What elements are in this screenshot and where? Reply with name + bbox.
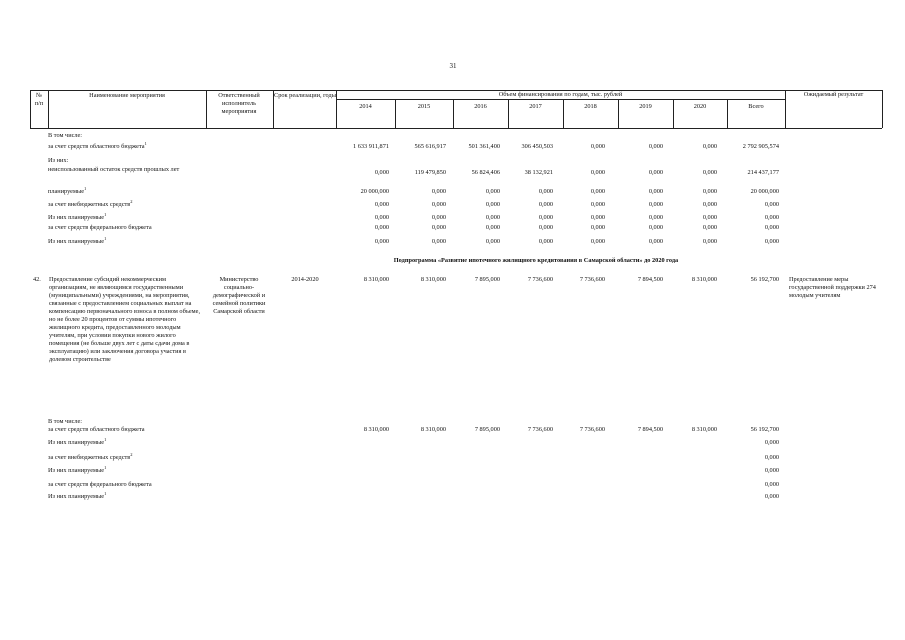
footnote-marker: 2	[130, 198, 133, 204]
funding-row-label: В том числе:	[48, 418, 83, 425]
funding-cell: 2 792 905,574	[742, 143, 779, 150]
funding-cell: 0,000	[702, 214, 717, 221]
page-number: 31	[449, 62, 457, 70]
item-funding-cell: 7 736,600	[579, 276, 605, 283]
funding-cell: 214 437,177	[747, 169, 779, 176]
funding-cell: 8 310,000	[420, 426, 446, 433]
funding-row-label: за счет внебюджетных средств$^2$	[48, 198, 133, 208]
footnote-marker: 1	[104, 211, 107, 217]
funding-cell: 0,000	[374, 169, 389, 176]
item-result: Предоставление меры государственной поддержки 274 молодым учителям	[789, 276, 876, 299]
funding-cell: 565 616,917	[414, 143, 446, 150]
funding-cell: 0,000	[374, 238, 389, 245]
item-funding-cell: 8 310,000	[420, 276, 446, 283]
funding-cell: 0,000	[431, 201, 446, 208]
footnote-marker: 1	[104, 490, 107, 496]
funding-row-label: планируемые$^1$	[48, 185, 87, 195]
funding-cell: 7 894,500	[637, 426, 663, 433]
funding-cell: 0,000	[538, 214, 553, 221]
funding-cell: 0,000	[590, 214, 605, 221]
footnote-marker: 1	[83, 185, 87, 191]
funding-cell: 119 479,850	[414, 169, 446, 176]
item-funding-cell: 7 736,600	[527, 276, 553, 283]
funding-cell: 0,000	[431, 224, 446, 231]
funding-row-label: Из них:	[48, 157, 69, 164]
funding-cell: 0,000	[538, 188, 553, 195]
funding-row-label: В том числе:	[48, 132, 83, 139]
funding-cell: 0,000	[702, 238, 717, 245]
funding-cell: 0,000	[485, 224, 500, 231]
funding-cell: 0,000	[702, 188, 717, 195]
item-name: Предоставление субсидий некоммерческим организациям, не являющимся государственными (муниципальными) учреждениями, на мероприятия, связанные с предоставлением социальных выплат на компенсацию первоначального взноса в полном объеме, но не более 20 процентов от суммы ипотечного жилищного кредита, предоставленного молодым учителям, при условии покупки нового жилого помещения (не больше двух лет с даты сдачи дома в эксплуатацию) или заключения договора участия в долевом строительстве	[49, 276, 201, 363]
header-funding: Объем финансирования по годам, тыс. рублей	[498, 91, 623, 98]
funding-row-label: за счет средств федерального бюджета	[48, 224, 152, 231]
funding-cell: 0,000	[485, 214, 500, 221]
funding-cell: 0,000	[648, 143, 663, 150]
funding-cell: 0,000	[648, 188, 663, 195]
header-responsible: Ответственный исполнитель мероприятия	[218, 92, 260, 115]
funding-cell: 0,000	[648, 238, 663, 245]
funding-cell: 0,000	[538, 238, 553, 245]
funding-cell: 56 824,406	[471, 169, 500, 176]
funding-cell: 0,000	[431, 238, 446, 245]
funding-total-cell: 0,000	[764, 481, 779, 488]
footnote-marker: 1	[104, 464, 107, 470]
funding-row-label: за счет внебюджетных средств$^2$	[48, 451, 133, 461]
funding-row-label: неиспользованный остаток средств прошлых лет	[48, 166, 180, 173]
funding-row-label: Из них планируемые$^1$	[48, 490, 107, 500]
funding-total-cell: 0,000	[764, 439, 779, 446]
funding-cell: 501 361,400	[468, 143, 500, 150]
funding-cell: 7 895,000	[474, 426, 500, 433]
funding-cell: 0,000	[374, 214, 389, 221]
funding-row-label: за счет средств областного бюджета$^1$	[48, 140, 147, 150]
funding-row-label: Из них планируемые$^1$	[48, 211, 107, 221]
funding-cell: 0,000	[648, 224, 663, 231]
header-year-total: Всего	[748, 103, 764, 110]
funding-total-cell: 0,000	[764, 454, 779, 461]
item-funding-cell: 7 895,000	[474, 276, 500, 283]
funding-cell: 0,000	[590, 143, 605, 150]
funding-cell: 0,000	[648, 201, 663, 208]
funding-cell: 38 132,921	[524, 169, 553, 176]
funding-cell: 0,000	[648, 169, 663, 176]
funding-cell: 0,000	[485, 238, 500, 245]
funding-cell: 0,000	[702, 224, 717, 231]
funding-cell: 7 736,600	[527, 426, 553, 433]
header-year: 2020	[693, 103, 707, 110]
footnote-marker: 2	[130, 451, 133, 457]
funding-cell: 8 310,000	[363, 426, 389, 433]
header-period: Срок реализации, годы	[274, 92, 336, 99]
funding-cell: 0,000	[374, 224, 389, 231]
funding-row-label: за счет средств федерального бюджета	[48, 481, 152, 488]
funding-cell: 0,000	[538, 224, 553, 231]
funding-cell: 0,000	[590, 201, 605, 208]
funding-total-cell: 0,000	[764, 467, 779, 474]
funding-cell: 1 633 911,871	[353, 143, 389, 150]
funding-cell: 0,000	[485, 188, 500, 195]
funding-cell: 7 736,600	[579, 426, 605, 433]
funding-row-label: за счет средств областного бюджета	[48, 426, 145, 433]
funding-total-cell: 0,000	[764, 493, 779, 500]
funding-cell: 0,000	[538, 201, 553, 208]
funding-cell: 8 310,000	[691, 426, 717, 433]
header-result: Ожидаемый результат	[803, 91, 864, 98]
header-year: 2015	[417, 103, 431, 110]
funding-cell: 306 450,503	[521, 143, 553, 150]
funding-cell: 0,000	[590, 188, 605, 195]
funding-cell: 0,000	[702, 201, 717, 208]
funding-cell: 0,000	[431, 214, 446, 221]
funding-cell: 0,000	[764, 224, 779, 231]
item-funding-cell: 8 310,000	[691, 276, 717, 283]
subprogram-title: Подпрограмма «Развитие ипотечного жилищного кредитования в Самарской области» до 2020 года	[393, 257, 679, 264]
funding-cell: 56 192,700	[750, 426, 779, 433]
header-year: 2014	[359, 103, 372, 110]
item-number: 42.	[33, 276, 41, 283]
item-responsible: Министерство социально-демографической и семейной политики Самарской области	[212, 276, 266, 315]
funding-cell: 0,000	[590, 224, 605, 231]
funding-cell: 0,000	[648, 214, 663, 221]
header-name: Наименование мероприятия	[89, 92, 165, 99]
funding-cell: 0,000	[485, 201, 500, 208]
funding-cell: 0,000	[702, 143, 717, 150]
footnote-marker: 1	[104, 235, 107, 241]
funding-row-label: Из них планируемые$^1$	[48, 235, 107, 245]
item-funding-cell: 7 894,500	[637, 276, 663, 283]
header-num: № п/п	[34, 92, 44, 107]
funding-cell: 0,000	[374, 201, 389, 208]
funding-row-label: Из них планируемые$^1$	[48, 464, 107, 474]
item-period: 2014-2020	[291, 276, 319, 283]
item-funding-cell: 56 192,700	[750, 276, 779, 283]
footnote-marker: 1	[144, 140, 147, 146]
funding-cell: 20 000,000	[360, 188, 389, 195]
funding-cell: 0,000	[702, 169, 717, 176]
item-funding-cell: 8 310,000	[363, 276, 389, 283]
funding-cell: 20 000,000	[750, 188, 779, 195]
header-year: 2016	[474, 103, 487, 110]
header-year: 2018	[584, 103, 597, 110]
funding-cell: 0,000	[764, 214, 779, 221]
funding-cell: 0,000	[590, 238, 605, 245]
header-year: 2017	[529, 103, 542, 110]
funding-cell: 0,000	[764, 201, 779, 208]
funding-cell: 0,000	[764, 238, 779, 245]
footnote-marker: 1	[104, 436, 107, 442]
funding-cell: 0,000	[431, 188, 446, 195]
header-year: 2019	[639, 103, 652, 110]
funding-row-label: Из них планируемые$^1$	[48, 436, 107, 446]
funding-cell: 0,000	[590, 169, 605, 176]
